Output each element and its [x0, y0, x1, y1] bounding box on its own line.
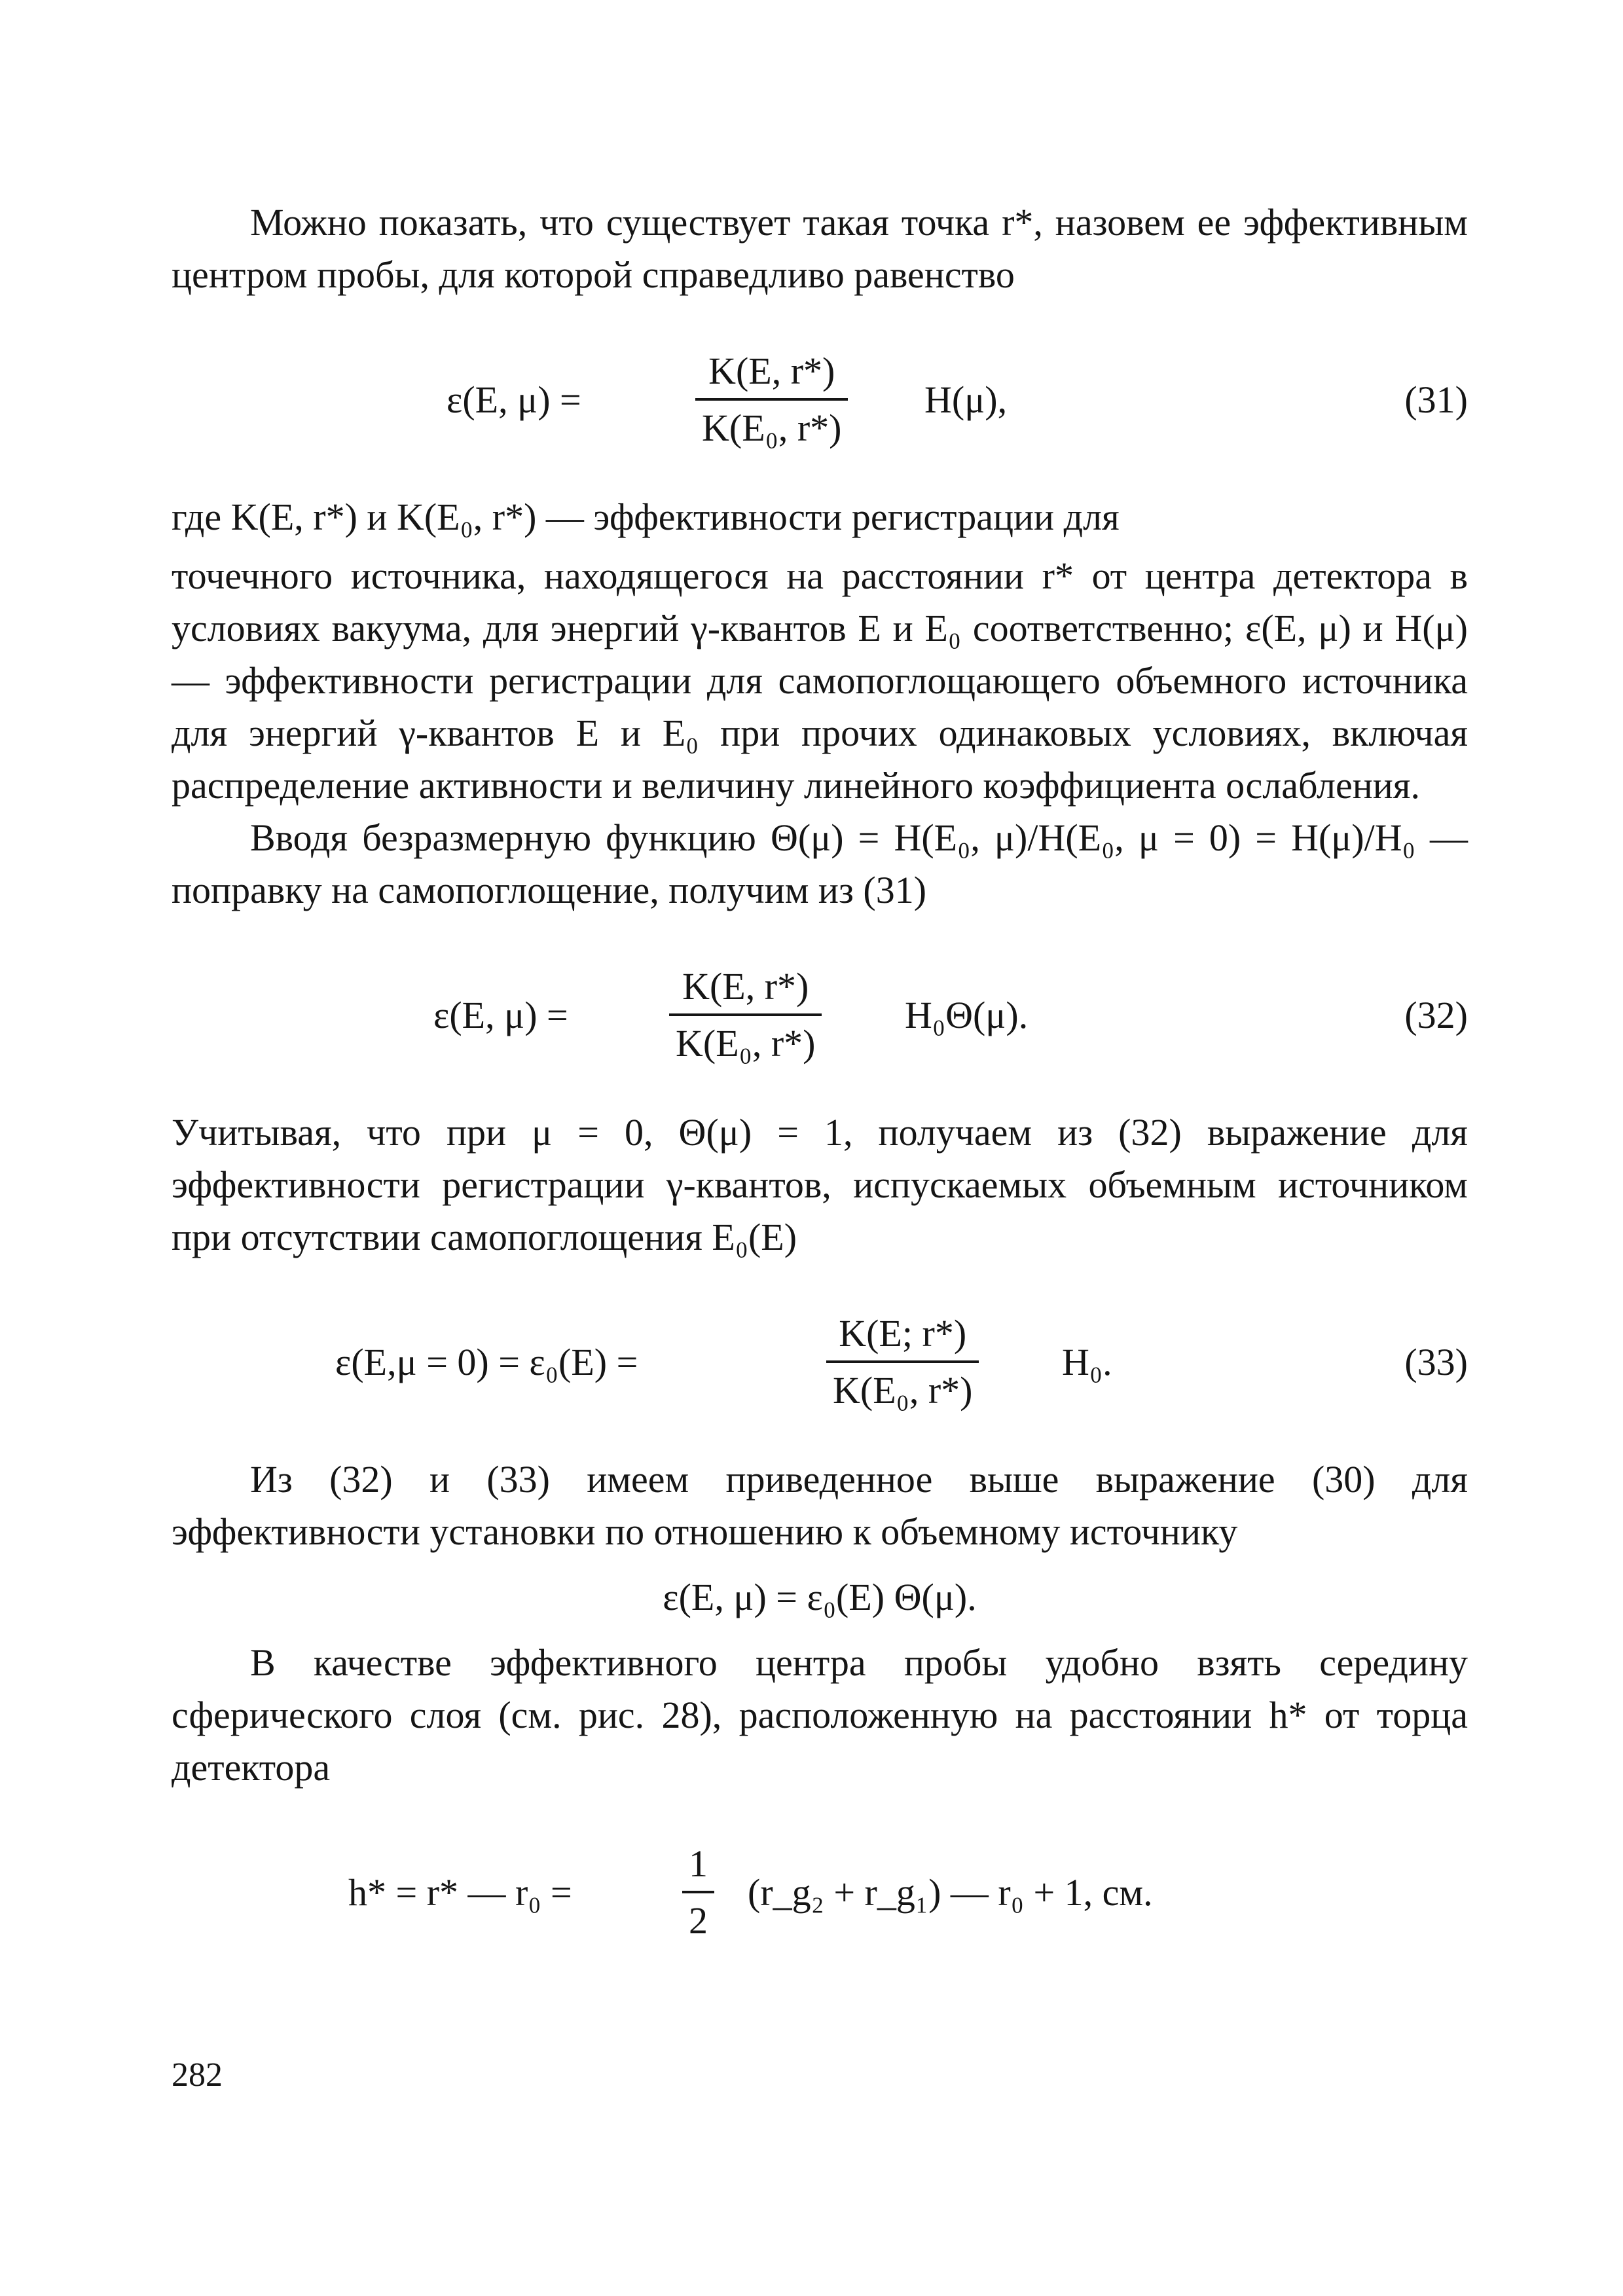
- page-number: 282: [172, 2056, 223, 2094]
- eq31-rhs: H(μ),: [924, 378, 1008, 421]
- eq31-numerator: K(E, r*): [708, 350, 835, 392]
- eq33-lhs: ε(E,μ = 0) = ε₀(E) =: [335, 1340, 638, 1383]
- paragraph-intro: Можно показать, что существует такая точка r*, назовем ее эффективным центром пробы, для которой справедливо равенство: [172, 201, 1468, 296]
- eq33-numerator: K(E; r*): [839, 1312, 967, 1355]
- eq33-fraction-bar: [826, 1360, 979, 1363]
- paragraph-no-absorption: Учитывая, что при μ = 0, Θ(μ) = 1, получаем из (32) выражение для эффективности регистрации γ-квантов, испускаемых объемным источником при отсутствии самопоглощения E₀(E): [172, 1111, 1468, 1258]
- eq31-fraction-bar: [695, 398, 848, 401]
- eqh-fraction: [682, 1842, 714, 1942]
- eq31-fraction: [695, 349, 848, 450]
- equation-32: [172, 943, 1468, 1087]
- eq32-numerator: K(E, r*): [682, 965, 809, 1008]
- equation-30: ε(E, μ) = ε₀(E) Θ(μ).: [663, 1576, 977, 1618]
- eq32-rhs: H₀Θ(μ).: [905, 993, 1029, 1036]
- paragraph-center: В качестве эффективного центра пробы удобно взять середину сферического слоя (см. рис. 28), расположенную на расстоянии h* от торца детектора: [172, 1641, 1468, 1789]
- eqh-fraction-bar: [682, 1891, 714, 1893]
- eqh-denominator: 2: [689, 1899, 708, 1942]
- page-body: [172, 196, 1468, 1984]
- eq32-denominator: K(E₀, r*): [676, 1022, 816, 1065]
- eq31-lhs: ε(E, μ) =: [447, 378, 581, 421]
- eqh-lhs: h* = r* — r₀ =: [348, 1870, 572, 1914]
- paragraph-definitions: точечного источника, находящегося на расстоянии r* от центра детектора в условиях вакуума, для энергий γ-квантов E и E₀ соответственно; ε(E, μ) и H(μ) — эффективности регистрации для самопоглощающего объемного источника для энергий γ-квантов E и E₀ при прочих одинаковых условиях, включая распределение активности и величину линейного коэффициента ослабления.: [172, 555, 1468, 807]
- eq32-fraction: [669, 964, 822, 1065]
- eq31-denominator: K(E₀, r*): [702, 407, 842, 449]
- equation-h: [172, 1820, 1468, 1964]
- paragraph-correction: Вводя безразмерную функцию Θ(μ) = H(E₀, μ)/H(E₀, μ = 0) = H(μ)/H₀ — поправку на самопоглощение, получим из (31): [172, 816, 1468, 911]
- equation-31: [172, 327, 1468, 471]
- eq32-number: (32): [1404, 993, 1468, 1036]
- eqh-numerator: 1: [689, 1842, 708, 1885]
- equation-33: [172, 1290, 1468, 1434]
- paragraph-definitions-line1: где K(E, r*) и K(E₀, r*) — эффективности регистрации для: [172, 496, 1120, 538]
- eq33-number: (33): [1404, 1340, 1468, 1383]
- eq33-denominator: K(E₀, r*): [833, 1369, 973, 1412]
- eq33-rhs: H₀.: [1062, 1340, 1112, 1383]
- eq33-fraction: [826, 1311, 979, 1412]
- eq32-lhs: ε(E, μ) =: [433, 993, 568, 1036]
- eq32-fraction-bar: [669, 1013, 822, 1016]
- eq31-number: (31): [1404, 378, 1468, 421]
- eqh-rhs: (r_g₂ + r_g₁) — r₀ + 1, см.: [748, 1870, 1153, 1914]
- paragraph-result: Из (32) и (33) имеем приведенное выше выражение (30) для эффективности установки по отношению к объемному источнику: [172, 1458, 1468, 1553]
